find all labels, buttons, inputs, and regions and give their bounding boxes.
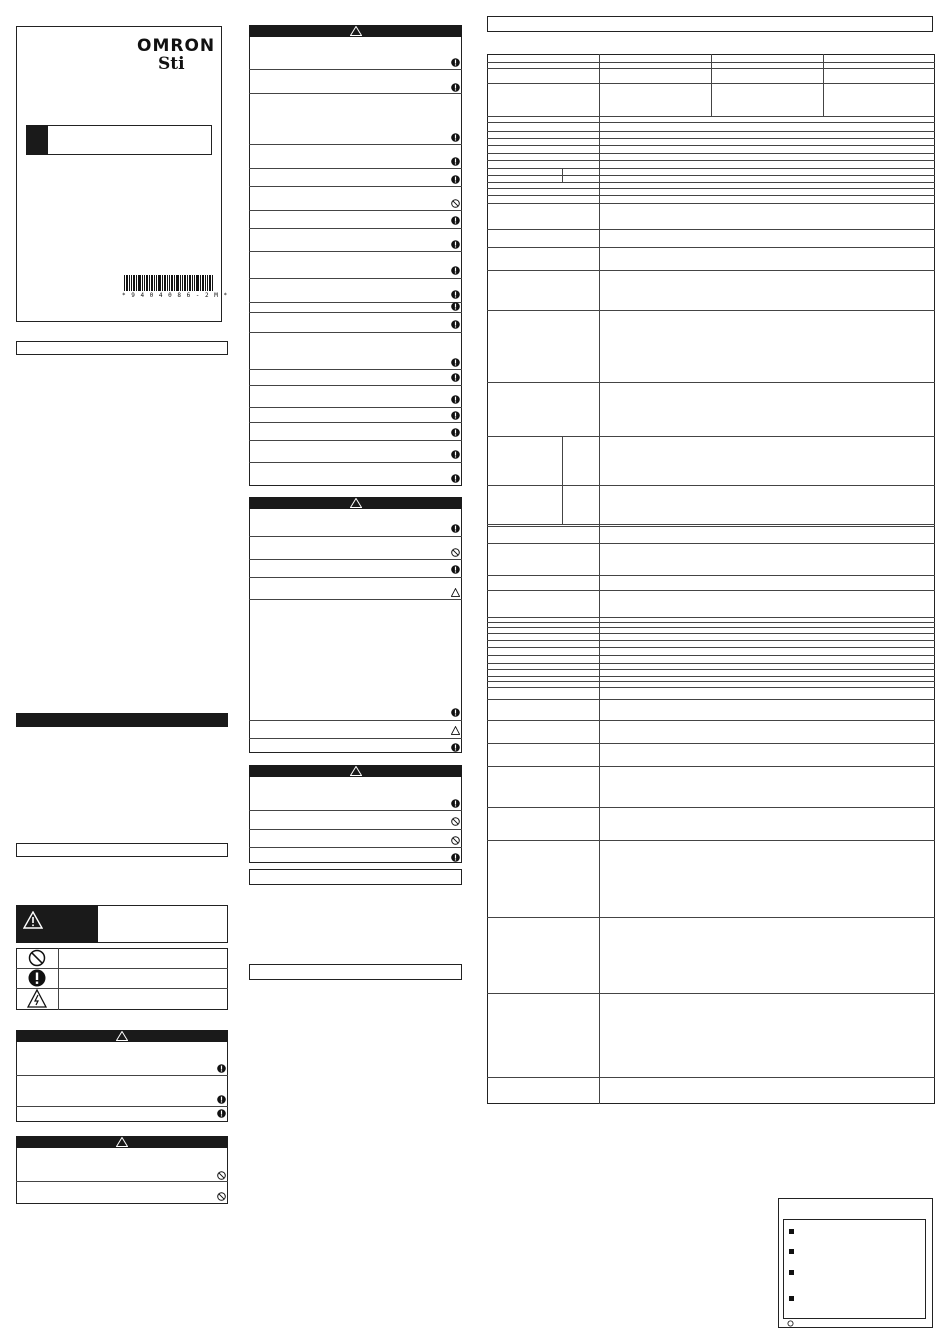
row-line <box>249 385 462 386</box>
row-line <box>249 332 462 333</box>
spec-section-header <box>487 16 933 32</box>
warning-triangle-icon <box>451 588 460 597</box>
col-line <box>599 54 600 1104</box>
table-row-line <box>487 270 935 271</box>
col-line <box>711 54 712 116</box>
warning-header <box>249 765 462 777</box>
table-row-line <box>487 188 935 189</box>
exclamation-icon <box>451 157 460 166</box>
row-line <box>249 440 462 441</box>
exclamation-icon <box>451 450 460 459</box>
warning-triangle-icon <box>350 766 362 776</box>
warning-header <box>249 25 462 37</box>
barcode-number: * 9 4 0 4 0 8 6 - 2 M * <box>122 292 229 299</box>
table-row-line <box>487 807 935 808</box>
warning-triangle-icon <box>350 26 362 36</box>
row-line <box>16 1075 228 1076</box>
row-line <box>249 810 462 811</box>
table-row-line <box>487 917 935 918</box>
section-header-2 <box>16 843 228 857</box>
barcode <box>124 275 214 291</box>
row-line <box>249 278 462 279</box>
table-row-line <box>487 633 935 634</box>
table-row-line <box>487 131 935 132</box>
row-line <box>249 69 462 70</box>
exclamation-icon <box>451 83 460 92</box>
warning-header <box>16 1136 228 1148</box>
warning-block-c2-3 <box>249 765 462 863</box>
table-row-line <box>487 681 935 682</box>
warning-triangle-icon <box>116 1137 128 1147</box>
table-row-line <box>487 575 935 576</box>
warning-triangle-icon <box>23 911 43 929</box>
col-line <box>562 436 563 524</box>
row-line <box>249 228 462 229</box>
symbol-legend-table <box>16 948 228 1010</box>
exclamation-icon <box>451 302 460 311</box>
table-row-line <box>487 720 935 721</box>
table-row-line <box>487 138 935 139</box>
table-row-line <box>487 122 935 123</box>
section-header-1 <box>16 341 228 355</box>
table-row-line <box>487 203 935 204</box>
product-title-box <box>26 125 212 155</box>
exclamation-icon <box>451 411 460 420</box>
legend-divider <box>58 948 59 1010</box>
table-row-line <box>487 617 935 618</box>
warning-triangle-icon <box>116 1031 128 1041</box>
prohibition-icon <box>28 949 46 967</box>
row-line <box>249 829 462 830</box>
table-row-line <box>487 524 935 525</box>
section-header-dark-1 <box>16 713 228 727</box>
row-line <box>249 577 462 578</box>
legend-row-line <box>16 968 228 969</box>
table-row-line <box>487 247 935 248</box>
row-line <box>249 599 462 600</box>
table-row-line <box>487 543 935 544</box>
electric-shock-icon <box>27 989 47 1008</box>
table-row-line <box>487 160 935 161</box>
exclamation-icon <box>451 799 460 808</box>
exclamation-icon <box>451 428 460 437</box>
table-row-line <box>487 153 935 154</box>
table-row-line <box>487 676 935 677</box>
exclamation-icon <box>451 743 460 752</box>
row-line <box>249 210 462 211</box>
exclamation-icon <box>217 1095 226 1104</box>
exclamation-icon <box>451 524 460 533</box>
warning-header <box>249 497 462 509</box>
table-row-line <box>487 195 935 196</box>
exclamation-icon <box>451 474 460 483</box>
row-line <box>16 1106 228 1107</box>
exclamation-icon <box>451 266 460 275</box>
table-row-line <box>487 83 935 84</box>
table-row-line <box>487 175 935 176</box>
exclamation-icon <box>217 1064 226 1073</box>
table-row-line <box>487 310 935 311</box>
table-row-line <box>487 62 935 63</box>
bullet-square <box>789 1270 794 1275</box>
exclamation-icon <box>451 175 460 184</box>
exclamation-icon <box>451 373 460 382</box>
exclamation-icon <box>451 240 460 249</box>
row-line <box>16 1181 228 1182</box>
omron-logo: OMRON <box>137 36 216 56</box>
product-title-marker <box>26 125 48 155</box>
table-row-line <box>487 590 935 591</box>
table-row-line <box>487 436 935 437</box>
prohibition-icon <box>217 1192 226 1201</box>
section-header-3 <box>249 869 462 885</box>
table-row-line <box>487 145 935 146</box>
row-line <box>249 186 462 187</box>
row-line <box>249 144 462 145</box>
table-row-line <box>487 182 935 183</box>
table-row-line <box>487 68 935 69</box>
row-line <box>249 462 462 463</box>
sti-logo: Sti <box>158 54 185 74</box>
warning-header <box>16 1030 228 1042</box>
table-row-line <box>487 669 935 670</box>
exclamation-icon <box>28 969 46 987</box>
table-row-line <box>487 743 935 744</box>
exclamation-icon <box>451 853 460 862</box>
section-header-4 <box>249 964 462 980</box>
table-row-line <box>487 766 935 767</box>
row-line <box>249 720 462 721</box>
row-line <box>249 369 462 370</box>
prohibition-icon <box>451 548 460 557</box>
table-row-line <box>487 627 935 628</box>
table-row-line <box>487 647 935 648</box>
table-row-line <box>487 485 935 486</box>
prohibition-icon <box>451 836 460 845</box>
exclamation-icon <box>451 216 460 225</box>
warning-triangle-icon <box>451 726 460 735</box>
warning-triangle-icon <box>350 498 362 508</box>
table-row-line <box>487 168 935 169</box>
table-row-line <box>487 116 935 117</box>
exclamation-icon <box>451 565 460 574</box>
row-line <box>249 422 462 423</box>
prohibition-icon <box>451 817 460 826</box>
exclamation-icon <box>451 708 460 717</box>
prohibition-icon <box>217 1171 226 1180</box>
table-row-line <box>487 229 935 230</box>
info-box-inner <box>783 1219 926 1319</box>
row-line <box>249 738 462 739</box>
exclamation-icon <box>451 358 460 367</box>
exclamation-icon <box>451 133 460 142</box>
table-row-line <box>487 655 935 656</box>
bullet-square <box>789 1296 794 1301</box>
row-line <box>249 168 462 169</box>
table-row-line <box>487 993 935 994</box>
exclamation-icon <box>451 395 460 404</box>
row-line <box>249 536 462 537</box>
row-line <box>249 312 462 313</box>
bullet-square <box>789 1249 794 1254</box>
exclamation-icon <box>217 1109 226 1118</box>
legend-row-line <box>16 988 228 989</box>
row-line <box>249 559 462 560</box>
exclamation-icon <box>451 320 460 329</box>
table-row-line <box>487 699 935 700</box>
bullet-square <box>789 1229 794 1234</box>
table-row-line <box>487 840 935 841</box>
table-row-line <box>487 1077 935 1078</box>
row-line <box>249 251 462 252</box>
exclamation-icon <box>451 58 460 67</box>
row-line <box>249 847 462 848</box>
col-line <box>823 54 824 116</box>
warning-block-c2-1 <box>249 25 462 486</box>
prohibition-icon <box>451 199 460 208</box>
table-row-line <box>487 526 935 527</box>
table-row-line <box>487 663 935 664</box>
circle-mark-icon <box>787 1320 794 1327</box>
warning-block-c1-1 <box>16 1030 228 1122</box>
row-line <box>249 302 462 303</box>
table-row-line <box>487 622 935 623</box>
table-row-line <box>487 687 935 688</box>
spec-table <box>487 54 935 1104</box>
table-row-line <box>487 640 935 641</box>
table-row-line <box>487 382 935 383</box>
row-line <box>249 407 462 408</box>
exclamation-icon <box>451 290 460 299</box>
row-line <box>249 93 462 94</box>
